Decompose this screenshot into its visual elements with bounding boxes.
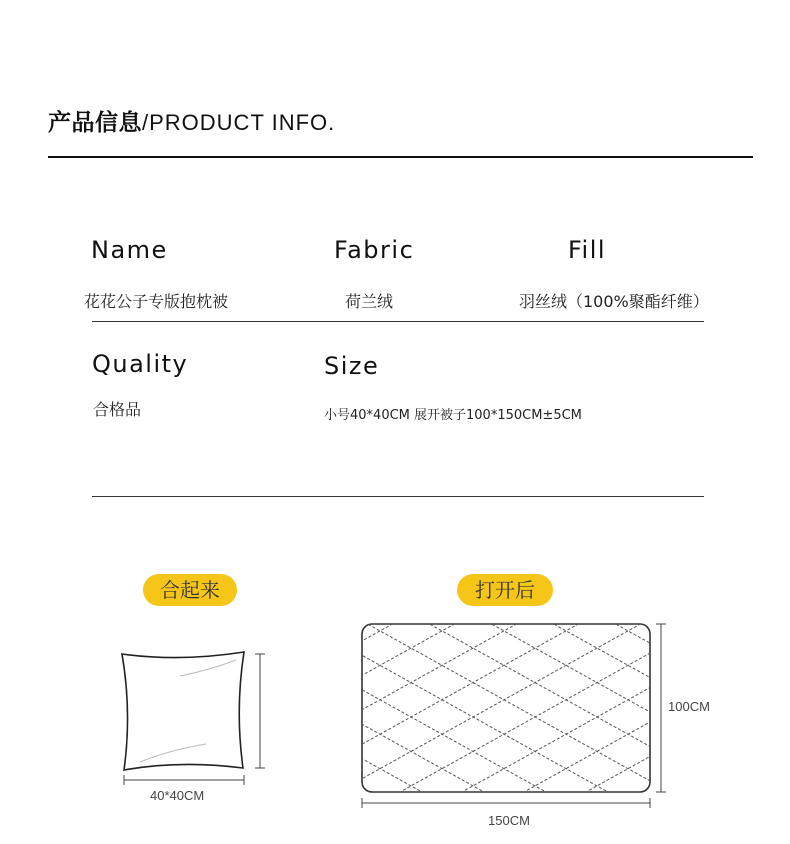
size-label: Size (324, 352, 380, 380)
size-value: 小号40*40CM 展开被子100*150CM±5CM (324, 408, 582, 423)
header-divider (48, 156, 753, 158)
pillow-size-label: 40*40CM (150, 788, 205, 803)
fabric-label: Fabric (334, 236, 415, 264)
folded-badge: 合起来 (143, 574, 237, 606)
page-title (48, 104, 335, 137)
quality-value: 合格品 (93, 400, 142, 419)
fill-value: 羽丝绒（100%聚酯纤维） (519, 292, 709, 311)
title-english: /PRODUCT INFO. (142, 110, 336, 135)
name-value: 花花公子专版抱枕被 (84, 292, 229, 311)
fill-label: Fill (568, 236, 607, 264)
fabric-value: 荷兰绒 (345, 292, 394, 311)
quilt-illustration (355, 617, 675, 817)
name-label: Name (91, 236, 168, 264)
quality-label: Quality (92, 350, 189, 378)
spec-divider-2 (92, 496, 704, 497)
title-chinese: 产品信息 (48, 110, 142, 136)
spec-divider-1 (92, 321, 704, 322)
quilt-width-label: 150CM (488, 813, 530, 828)
quilt-height-label: 100CM (668, 699, 710, 714)
pillow-illustration (110, 640, 270, 790)
unfolded-badge: 打开后 (457, 574, 553, 606)
